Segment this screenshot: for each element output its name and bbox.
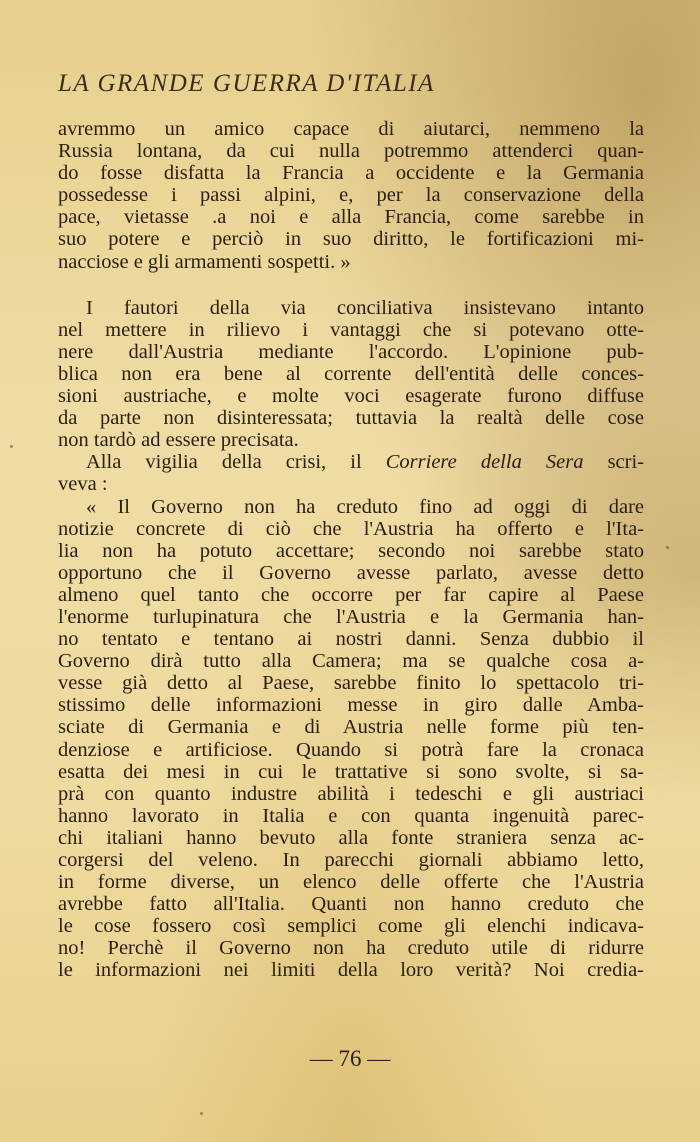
text-line: nere dall'Austria mediante l'accordo. L'opinione pub-: [58, 340, 644, 363]
paragraph-spacer: [58, 273, 644, 297]
text-run: scri-: [583, 451, 644, 474]
text-line: notizie concrete di ciò che l'Austria ha offerto e l'Ita-: [58, 517, 644, 540]
text-line: pace, vietasse .a noi e alla Francia, come sarebbe in: [58, 206, 644, 229]
text-line: hanno lavorato in Italia e con quanta ingenuità parec-: [58, 804, 644, 827]
text-line: blica non era bene al corrente dell'entità delle conces-: [58, 362, 644, 385]
paper-speck: [10, 445, 13, 448]
text-line: opportuno che il Governo avesse parlato, avesse detto: [58, 561, 644, 584]
paragraph-vigilia: [58, 451, 644, 495]
paragraph-quote: [58, 496, 644, 982]
text-run: Alla vigilia della crisi, il: [86, 451, 386, 474]
body-text: [58, 118, 644, 982]
text-line: esatta dei mesi in cui le trattative si sono svolte, si sa-: [58, 760, 644, 783]
text-line: I fautori della via conciliativa insistevano intanto: [86, 296, 644, 319]
text-line: sciate di Germania e di Austria nelle forme più ten-: [58, 716, 644, 739]
page-number: — 76 —: [309, 1046, 391, 1071]
text-line: do fosse disfatta la Francia a occidente e la Germania: [58, 162, 644, 185]
text-line: lia non ha potuto accettare; secondo noi sarebbe stato: [58, 539, 644, 562]
text-line: vesse già detto al Paese, sarebbe finito lo spettacolo tri-: [58, 672, 644, 695]
text-line: sioni austriache, e molte voci esagerate furono diffuse: [58, 385, 644, 408]
text-line: possedesse i passi alpini, e, per la conservazione della: [58, 184, 644, 207]
running-header: LA GRANDE GUERRA D'ITALIA: [58, 70, 435, 97]
text-line: veva :: [58, 473, 108, 496]
paragraph-quote-end: [58, 118, 644, 273]
text-line: l'enorme turlupinatura che l'Austria e la Germania han-: [58, 605, 644, 628]
text-line: avremmo un amico capace di aiutarci, nemmeno la: [58, 118, 644, 140]
text-line: « Il Governo non ha creduto fino ad oggi di dare: [86, 495, 644, 518]
text-line: [58, 451, 644, 473]
text-line: suo potere e perciò in suo diritto, le fortificazioni mi-: [58, 228, 644, 251]
paragraph-fautori: [58, 297, 644, 452]
paper-speck: [200, 1112, 203, 1115]
text-line: avrebbe fatto all'Italia. Quanti non hanno creduto che: [58, 893, 644, 916]
text-line: no! Perchè il Governo non ha creduto utile di ridurre: [58, 937, 644, 960]
text-line: le cose fossero così semplici come gli elenchi indicava-: [58, 915, 644, 938]
text-line: no tentato e tentano ai nostri danni. Senza dubbio il: [58, 628, 644, 651]
text-line: Russia lontana, da cui nulla potremmo attenderci quan-: [58, 140, 644, 163]
newspaper-title: Corriere della Sera: [385, 451, 584, 474]
text-line: corgersi del veleno. In parecchi giornali abbiamo letto,: [58, 849, 644, 871]
text-line: le informazioni nei limiti della loro verità? Noi credia-: [58, 959, 644, 982]
text-line: denziose e artificiose. Quando si potrà fare la cronaca: [58, 738, 644, 761]
text-line: almeno quel tanto che occorre per far capire al Paese: [58, 583, 644, 606]
paper-speck: [666, 546, 669, 549]
text-line: da parte non disinteressata; tuttavia la realtà delle cose: [58, 407, 644, 430]
text-line: nacciose e gli armamenti sospetti. »: [58, 250, 351, 273]
text-line: nel mettere in rilievo i vantaggi che si potevano otte-: [58, 318, 644, 341]
text-line: prà con quanto industre abilità i tedeschi e gli austriaci: [58, 782, 644, 805]
text-line: stissimo delle informazioni messe in giro dalle Amba-: [58, 694, 644, 717]
text-line: chi italiani hanno bevuto alla fonte straniera senza ac-: [58, 826, 644, 849]
text-line: non tardò ad essere precisata.: [58, 429, 299, 452]
text-line: in forme diverse, un elenco delle offerte che l'Austria: [58, 871, 644, 894]
text-line: Governo dirà tutto alla Camera; ma se qualche cosa a-: [58, 650, 644, 673]
